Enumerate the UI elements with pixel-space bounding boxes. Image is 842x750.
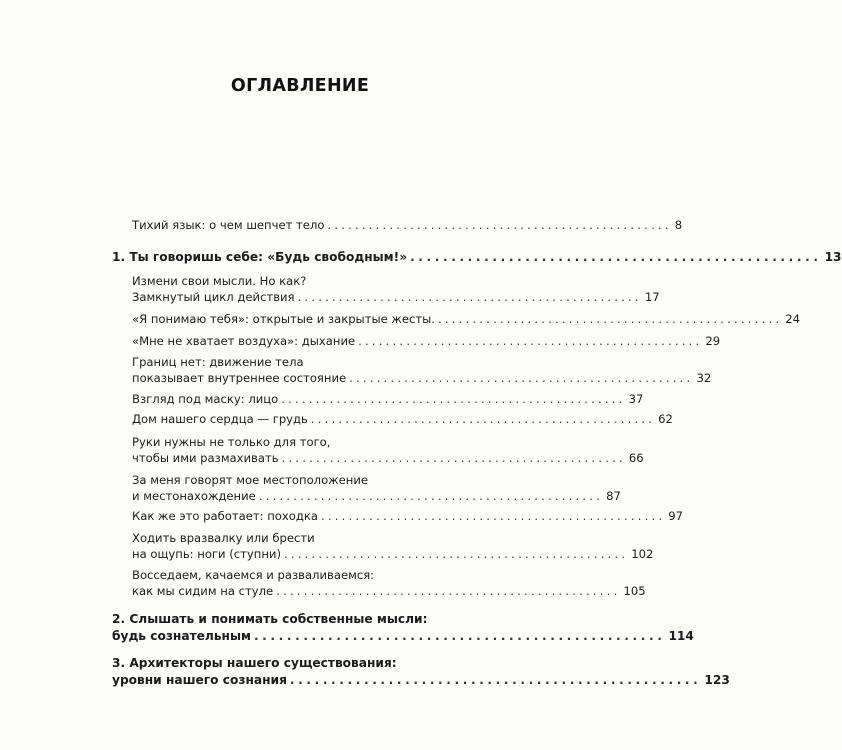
toc-page-number: 8 bbox=[674, 218, 683, 232]
dot-leader: .................................................. bbox=[276, 584, 621, 598]
dot-leader: .................................................. bbox=[327, 218, 672, 232]
toc-entry-title: Тихий язык: о чем шепчет тело bbox=[132, 218, 325, 232]
toc-entry-title-line1[interactable]: Восседаем, качаемся и разваливаемся: bbox=[132, 568, 375, 582]
toc-page-number: 87 bbox=[606, 489, 621, 503]
toc-page-number: 62 bbox=[658, 412, 673, 426]
toc-entry-title-line1[interactable]: Измени свои мысли. Но как? bbox=[132, 274, 307, 288]
toc-entry[interactable] bbox=[132, 509, 684, 523]
toc-entry[interactable] bbox=[132, 312, 801, 326]
toc-entry-title: Взгляд под маску: лицо bbox=[132, 392, 279, 406]
toc-page-number: 105 bbox=[623, 584, 646, 598]
dot-leader: .................................................. bbox=[258, 489, 604, 503]
toc-entry[interactable] bbox=[132, 584, 646, 598]
toc-entry-title: Замкнутый цикл действия bbox=[132, 290, 295, 304]
dot-leader: .................................................. bbox=[253, 629, 666, 643]
toc-entry[interactable] bbox=[132, 547, 654, 561]
toc-entry[interactable] bbox=[132, 218, 683, 232]
toc-entry[interactable] bbox=[132, 371, 712, 385]
toc-entry-title: Дом нашего сердца — грудь bbox=[132, 412, 308, 426]
toc-entry[interactable] bbox=[132, 451, 644, 465]
toc-entry[interactable] bbox=[132, 489, 621, 503]
toc-chapter-title: уровни нашего сознания bbox=[112, 673, 287, 687]
toc-page-number: 13 bbox=[824, 250, 842, 264]
toc-chapter-entry[interactable] bbox=[112, 629, 694, 643]
toc-entry-title-line1[interactable]: Ходить вразвалку или брести bbox=[132, 531, 315, 545]
dot-leader: .................................................. bbox=[310, 412, 656, 426]
toc-page-number: 37 bbox=[628, 392, 644, 406]
toc-entry[interactable] bbox=[132, 392, 644, 406]
toc-entry-title: показывает внутреннее состояние bbox=[132, 371, 347, 385]
toc-entry-title: «Мне не хватает воздуха»: дыхание bbox=[132, 334, 356, 348]
dot-leader: .................................................. bbox=[289, 673, 702, 687]
toc-entry-title: чтобы ими размахивать bbox=[132, 451, 279, 465]
toc-entry-title: Как же это работает: походка bbox=[132, 509, 318, 523]
toc-page-number: 32 bbox=[696, 371, 712, 385]
toc-page-number: 66 bbox=[628, 451, 644, 465]
toc-chapter-entry[interactable] bbox=[112, 250, 842, 264]
toc-chapter-title-line1[interactable]: 2. Слышать и понимать собственные мысли: bbox=[112, 612, 428, 626]
toc-chapter-entry[interactable] bbox=[112, 673, 730, 687]
toc-entry-title: «Я понимаю тебя»: открытые и закрытые жесты. bbox=[132, 312, 435, 326]
toc-page-number: 123 bbox=[704, 673, 730, 687]
toc-page-number: 114 bbox=[668, 629, 694, 643]
dot-leader: .................................................. bbox=[358, 334, 703, 348]
dot-leader: .................................................. bbox=[283, 547, 629, 561]
toc-entry-title-line1[interactable]: За меня говорят мое местоположение bbox=[132, 473, 368, 487]
toc-entry-title: на ощупь: ноги (ступни) bbox=[132, 547, 281, 561]
toc-page-number: 17 bbox=[644, 290, 660, 304]
toc-entry[interactable] bbox=[132, 412, 673, 426]
toc-chapter-title: 1. Ты говоришь себе: «Будь свободным!» bbox=[112, 250, 408, 264]
toc-entry[interactable] bbox=[132, 290, 660, 304]
toc-page-number: 29 bbox=[705, 334, 721, 348]
dot-leader: .................................................. bbox=[349, 371, 694, 385]
dot-leader: .................................................. bbox=[437, 312, 783, 326]
toc-page-number: 24 bbox=[785, 312, 801, 326]
dot-leader: .................................................. bbox=[297, 290, 642, 304]
toc-entry-title-line1[interactable]: Границ нет: движение тела bbox=[132, 355, 304, 369]
toc-page-number: 102 bbox=[631, 547, 654, 561]
toc-entry[interactable] bbox=[132, 334, 721, 348]
toc-entry-title: и местонахождение bbox=[132, 489, 256, 503]
dot-leader: .................................................. bbox=[281, 451, 626, 465]
dot-leader: .................................................. bbox=[281, 392, 626, 406]
dot-leader: .................................................. bbox=[320, 509, 666, 523]
dot-leader: .................................................. bbox=[410, 250, 822, 264]
page-title: ОГЛАВЛЕНИЕ bbox=[230, 76, 370, 96]
toc-chapter-title-line1[interactable]: 3. Архитекторы нашего существования: bbox=[112, 656, 397, 670]
toc-chapter-title: будь сознательным bbox=[112, 629, 251, 643]
toc-entry-title: как мы сидим на стуле bbox=[132, 584, 274, 598]
toc-entry-title-line1[interactable]: Руки нужны не только для того, bbox=[132, 435, 331, 449]
toc-page-number: 97 bbox=[668, 509, 684, 523]
